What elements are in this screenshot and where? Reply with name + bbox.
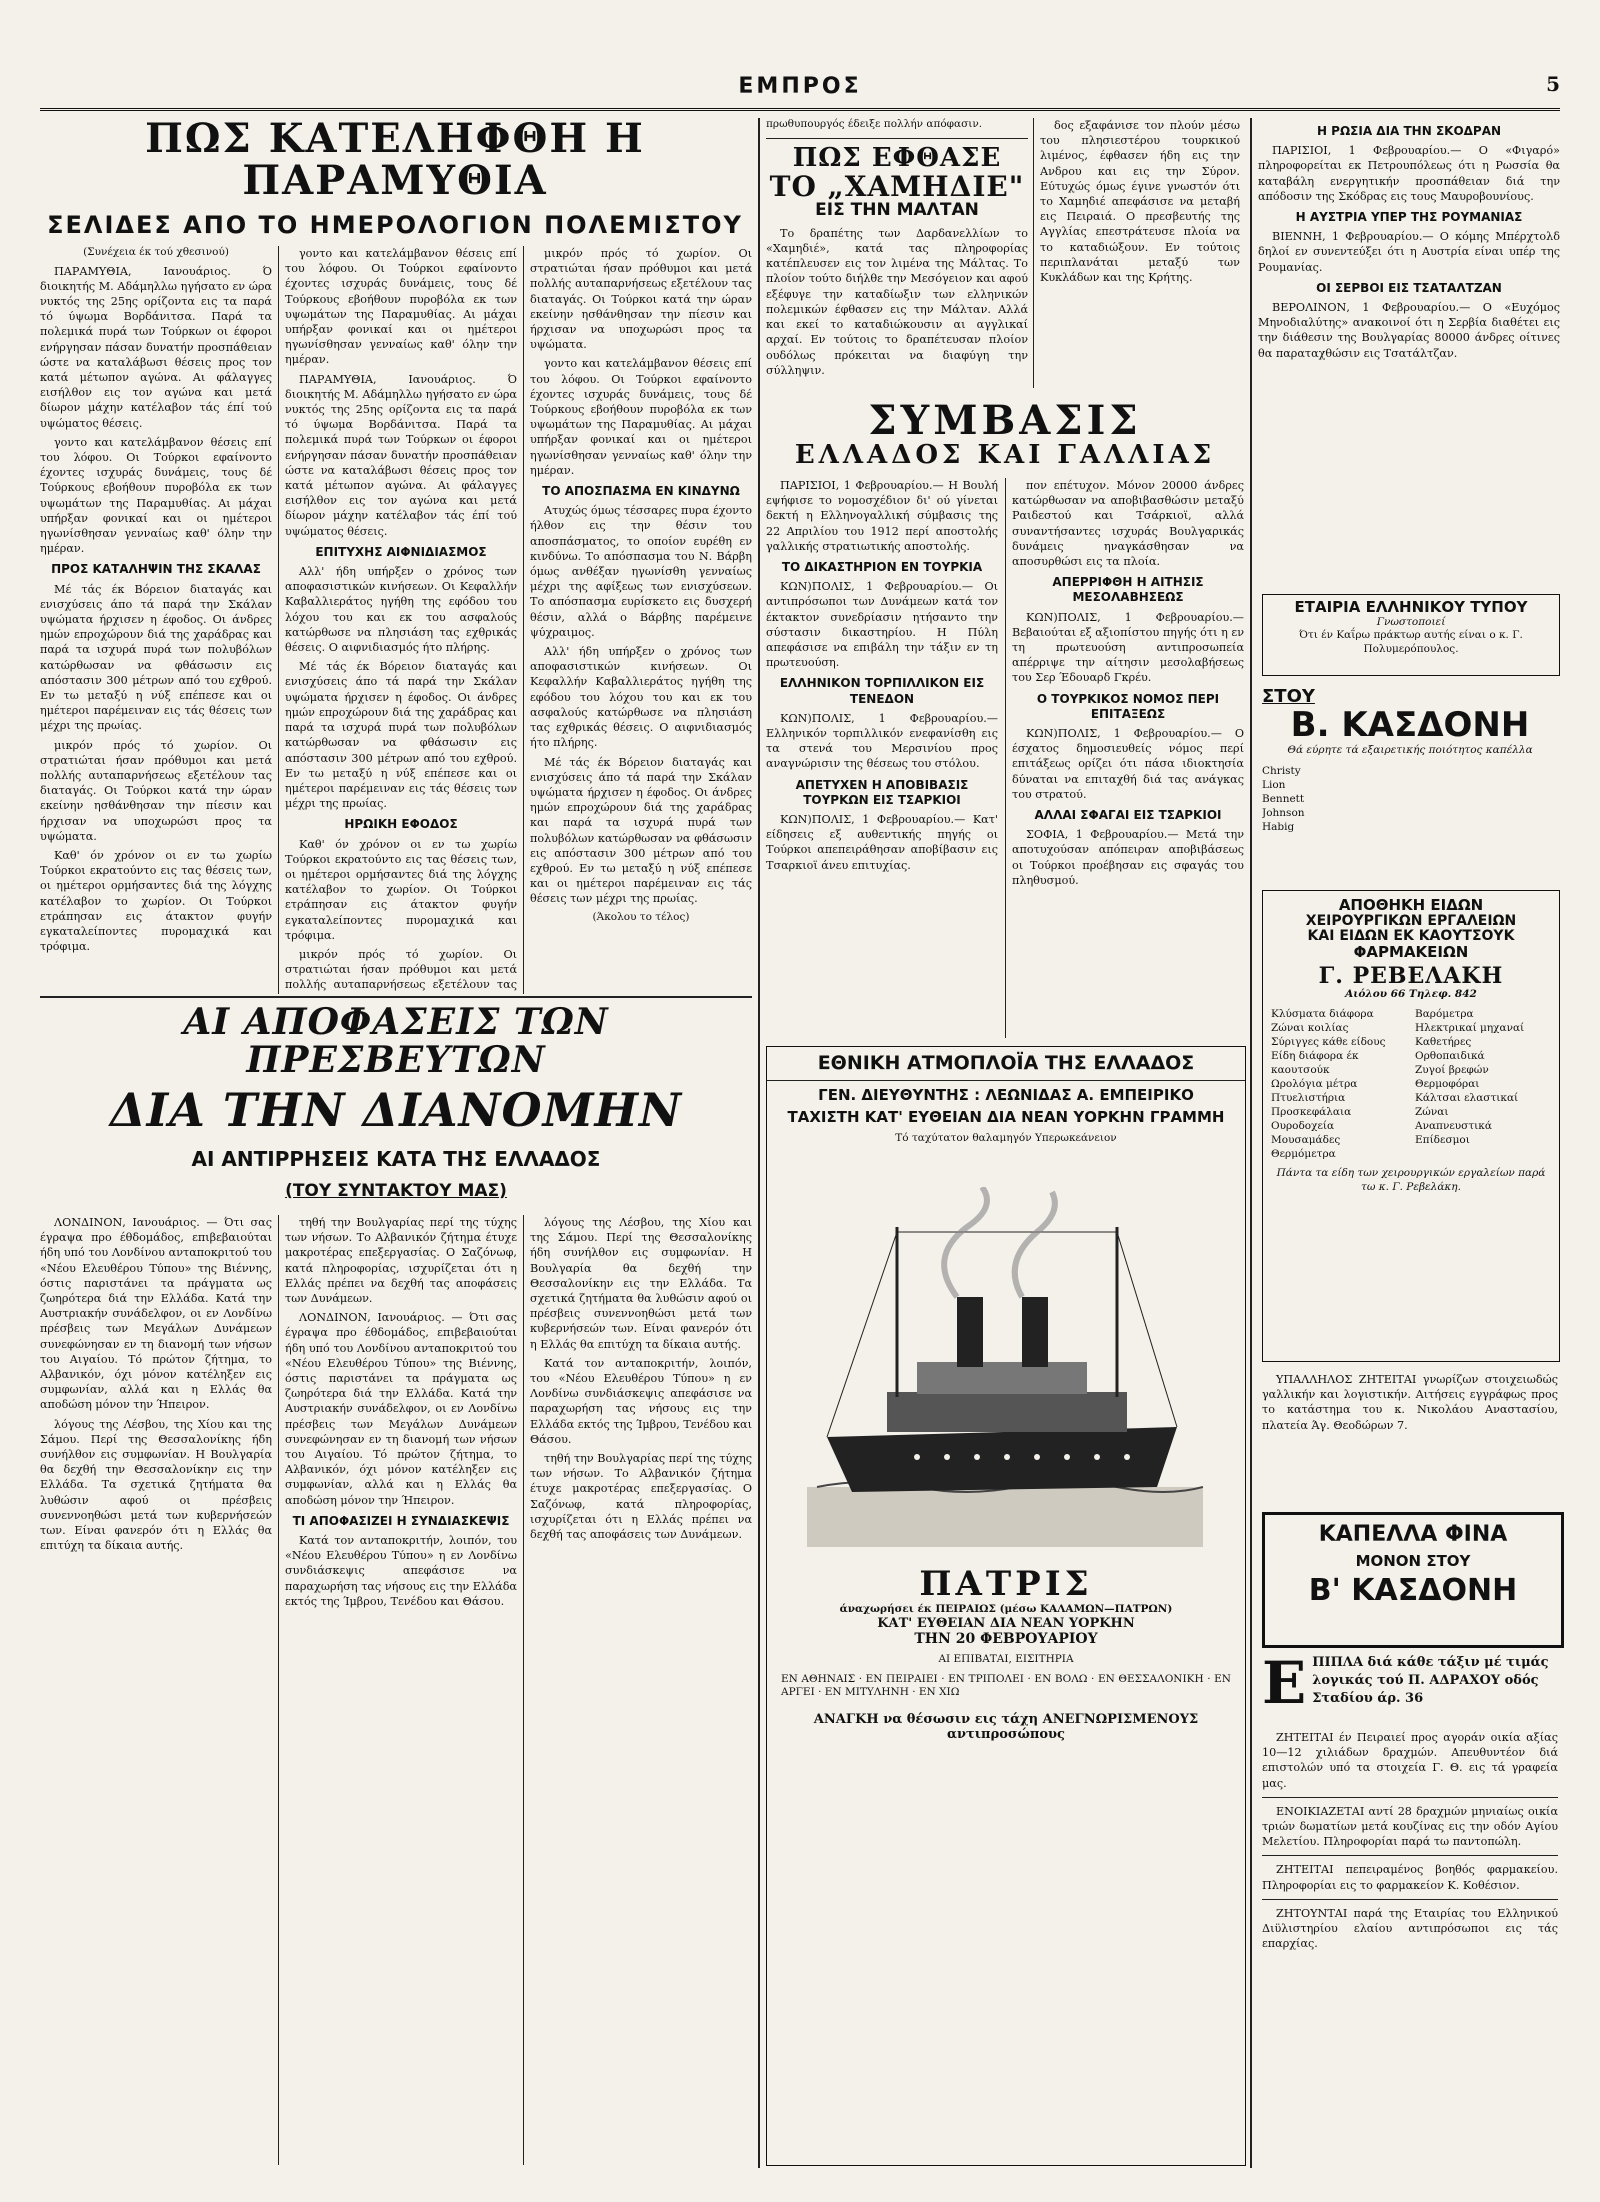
article1-intro: (Συνέχεια έκ τού χθεσινού)	[83, 246, 229, 258]
article4-column-2	[285, 1215, 517, 2165]
shipping-tickets: ΑΙ ΕΠΙΒΑΤΑΙ, ΕΙΣΙΤΗΡΙΑ	[938, 1653, 1074, 1666]
kasdoni-name: Β. ΚΑΣΔΟΝΗ	[1290, 705, 1530, 745]
hat-brand: Bennett	[1262, 792, 1305, 805]
article4-subtitle: ΑΙ ΑΝΤΙΡΡΗΣΕΙΣ ΚΑΤΑ ΤΗΣ ΕΛΛΑΔΟΣ	[191, 1146, 601, 1171]
article4-col2-text-b: ΛΟΝΔΙΝΟΝ, Ιανουάριος. — Ότι σας έγραψα προ έθδομάδος, επιβεβαιούται ήδη υπό του Λονδίνου ανταποκριτού του «Νέου Ελευθέρου Τύπου» της Βιέννης, όστις παριστάνει τα πράγματα ως ζωηρότερα διά την Ελλάδα. Κατά την Αυστριακήν συνάδελφον, οι εν Λονδίνω πρέσβεις των Μεγάλων Δυνάμεων συνεφώνησαν εν τη διανομή των νήσων του Αιγαίου. Τό πρώτον ζήτημα, το Αλβανικόν, όχι μόνον κατέληξεν εις συμφωνίαν, αλλά και η Ελλάς θα αποδώση μόνον την Ήπειρον.	[285, 1311, 517, 1507]
pharma-item: Ηλεκτρικαί μηχαναί	[1415, 1022, 1525, 1035]
pharma-item: Βαρόμετρα	[1415, 1008, 1474, 1021]
article1-col3-text-b: γοντο και κατελάμβανον θέσεις επί του λόφου. Οι Τούρκοι εφαίνοντο έχοντες ισχυράς δυνάμεις, τους δέ Τούρκους εβοήθουν πυροβόλα εκ των υψωμάτων της Παραμυθίας. Αι μάχαι υπήρξαν φονικαί και οι ημέτεροι ηγωνίσθησαν γενναίως καθ' όλην την ημέραν.	[530, 357, 752, 477]
treaty-title-2: ΕΛΛΑΔΟΣ ΚΑΙ ΓΑΛΛΙΑΣ	[794, 440, 1216, 466]
austria-text: ΒΙΕΝΝΗ, 1 Φεβρουαρίου.— Ο κόμης Μπέρχτολδ δηλοί εν συνεντεύξει ότι η Αυστρία είναι υπέρ της Ρουμανίας.	[1258, 230, 1560, 274]
classifieds	[1262, 1730, 1558, 2164]
pharma-item: Σύριγγες κάθε είδους	[1271, 1036, 1386, 1049]
wanted-clerk-text: ΥΠΑΛΛΗΛΟΣ ΖΗΤΕΙΤΑΙ γνωρίζων στοιχειωδώς γαλλικήν και λογιστικήν. Αιτήσεις εγγράφως προς το κατάστημα του κ. Νικολάου Αναστασίου, πλατεία Άγ. Θεοδώρων 7.	[1262, 1373, 1558, 1432]
article1-col2-text: γοντο και κατελάμβανον θέσεις επί του λόφου. Οι Τούρκοι εφαίνοντο έχοντες ισχυράς δυνάμεις, τους δέ Τούρκους εβοήθουν πυροβόλα εκ των υψωμάτων της Παραμυθίας. Αι μάχαι υπήρξαν φονικαί και οι ημέτεροι ηγωνίσθησαν γενναίως καθ' όλην την ημέραν.	[285, 247, 517, 367]
furniture-ad	[1262, 1654, 1558, 1722]
article1-subtitle: ΣΕΛΙΔΕΣ ΑΠΟ ΤΟ ΗΜΕΡΟΛΟΓΙΟΝ ΠΟΛΕΜΙΣΤΟΥ	[47, 211, 743, 238]
shipping-advertisement	[766, 1046, 1246, 2166]
kasdoni-hat-ad	[1262, 686, 1558, 876]
classified-for-rent: ΕΝΟΙΚΙΑΖΕΤΑΙ αντί 28 δραχμών μηνιαίως οικία τριών δωματίων μετά κουζίνας εις την οδόν Αγίου Μελετίου. Πληροφορίαι παρά τω παντοπώλη.	[1262, 1804, 1558, 1849]
hats-line-2: ΜΟΝΟΝ ΣΤΟΥ	[1355, 1552, 1471, 1571]
wanted-clerk-ad	[1262, 1372, 1558, 1502]
article2-byline: πρωθυπουργός έδειξε πολλήν απόφασιν.	[766, 118, 983, 130]
article1-col2-heading: ΕΠΙΤΥΧΗΣ ΑΙΦΝΙΔΙΑΣΜΟΣ	[315, 544, 487, 559]
article4-col3-text: λόγους της Λέσβου, της Χίου και της Σάμου. Περί της Θεσσαλονίκης ήδη συνήλθον εις συμφωνίαν. Η Βουλγαρία θα δεχθή την Θεσσαλονίκην εις την Ελλάδα. Τα σχετικά ζητήματα θα λυθώσιν αφού οι πρέσβεις συνεννοηθώσι μετά των κυβερνήσεών των. Είναι φανερόν ότι η Ελλάς θα επιτύχη τα δίκαια αυτής.	[530, 1216, 752, 1351]
pharma-item: Επίδεσμοι	[1415, 1134, 1470, 1147]
divider	[1262, 1855, 1558, 1856]
pharma-item: Καθετήρες	[1415, 1036, 1472, 1049]
treaty-column-left	[766, 478, 998, 1038]
column-rule	[1005, 478, 1006, 1038]
article2-text: Το δραπέτης των Δαρδανελλίων το «Χαμηδιέ», κατά τας πληροφορίας κατέπλευσεν εις τον λιμένα της Μάλτας. Το πλοίον τούτο διήλθε την Μεσόγειον και αφού εξέφυγε την καταδίωξιν των ελληνικών πολεμικών έφθασεν εις την Μάλταν. Αλλά και εκεί το καταδιώκουσιν αι αγγλικαί αρχαί. Εν τούτοις το δραπέτευσαν πλοίον ουδόλως πρόκειται να διαφύγη την σύλληψιν.	[766, 226, 1028, 377]
article2	[766, 118, 1028, 423]
russia-text: ΠΑΡΙΣΙΟΙ, 1 Φεβρουαρίου.— Ο «Φιγαρό» πληροφορείται εκ Πετρουπόλεως ότι η Ρωσσία θα καταβάλη ενεργητικήν προσπάθειαν διά την απόδοσιν της Σκόδρας εις τους Μαυροβουνίους.	[1258, 144, 1560, 203]
column-rule	[523, 1215, 524, 2165]
classified-pharmacy-assistant: ΖΗΤΕΙΤΑΙ πεπειραμένος βοηθός φαρμακείου. Πληροφορίαι εις το φαρμακείον Κ. Κοθέσιον.	[1262, 1863, 1558, 1892]
treaty-text-left: ΠΑΡΙΣΙΟΙ, 1 Φεβρουαρίου.— Η Βουλή εψήφισε το νομοσχέδιον δι' ού γίνεται δεκτή η Ελληνογαλλική σύμβασις της 22 Απριλίου του 1912 περί αποστολής γαλλικής στρατιωτικής αποστολής.	[766, 479, 998, 553]
article4-col2-heading: ΤΙ ΑΠΟΦΑΣΙΖΕΙ Η ΣΥΝΔΙΑΣΚΕΨΙΣ	[292, 1513, 510, 1528]
furniture-text: ΠΙΠΛΑ διά κάθε τάξιν μέ τιμάς λογικάς τού Π. ΑΔΡΑΧΟΥ οδός Σταδίου άρ. 36	[1312, 1655, 1549, 1706]
article4-col2b-text: Κατά τον ανταποκριτήν, λοιπόν, του «Νέου Ελευθέρου Τύπου» η εν Λονδίνω συνδιάσκεψις απεφάσισε να παραχωρήση τας νήσους εις την Ελλάδα εκτός της Ίμβρου, Τενέδου και Θάσου.	[285, 1534, 517, 1608]
article2-title-3: ΕΙΣ ΤΗΝ ΜΑΛΤΑΝ	[815, 200, 979, 221]
article2-title-2: ΤΟ „ΧΑΜΗΔΙΕ"	[769, 169, 1025, 203]
pharma-footer: Πάντα τα είδη των χειρουργικών εργαλείων παρά τω κ. Γ. Ρεβελάκη.	[1276, 1167, 1546, 1193]
treaty-column-right	[1012, 478, 1244, 1038]
article4-col2-text: τηθή την Βουλγαρίας περί της τύχης των νήσων. Το Αλβανικόν ζήτημα έτυχε μακροτέρας επεξεργασίας. Ο Σαζόνωφ, κατά πληροφορίας, ισχυρίζεται ότι η Ελλάς πρέπει να δεχθή τας αποφάσεις των Δυνάμεων.	[285, 1216, 517, 1306]
russia-heading: Η ΡΩΣΙΑ ΔΙΑ ΤΗΝ ΣΚΟΔΡΑΝ	[1316, 124, 1502, 138]
masthead	[40, 72, 1560, 111]
article4-col1-text: ΛΟΝΔΙΝΟΝ, Ιανουάριος. — Ότι σας έγραψα προ έθδομάδος, επιβεβαιούται ήδη υπό του Λονδίνου ανταποκριτού του «Νέου Ελευθέρου Τύπου» της Βιέννης, όστις παριστάνει τα πράγματα ως ζωηρότερα διά την Ελλάδα. Κατά την Αυστριακήν συνάδελφον, οι εν Λονδίνω πρέσβεις των Μεγάλων Δυνάμεων συνεφώνησαν εν τη διανομή των νήσων του Αιγαίου. Τό πρώτον ζήτημα, το Αλβανικόν, όχι μόνον κατέληξεν εις συμφωνίαν, αλλά και η Ελλάς θα αποδώση μόνον την Ήπειρον.	[40, 1216, 272, 1412]
pharma-item: Ουροδοχεία	[1271, 1120, 1335, 1133]
article1-col2-heading2: ΗΡΩΙΚΗ ΕΦΟΔΟΣ	[344, 817, 458, 832]
classified-representatives: ΖΗΤΟΥΝΤΑΙ παρά της Εταιρίας του Ελληνικού Διϋλιστηρίου ελαίου αντιπρόσωποι εις τάς επαρχίας.	[1262, 1906, 1558, 1951]
article1-col1-text: ΠΑΡΑΜΥΘΙΑ, Ιανουάριος. Ό διοικητής Μ. Αδάμηλλω ηγήσατο εν ώρα νυκτός της 25ης ορίζοντα εις τα παρά τό ύψωμα Βορδάνιτσα. Παρά τα πολεμικά πυρά των Τούρκων οι έφοροι ενήργησαν πάσαν δυνατήν προσπάθειαν ώστε να καταλάβωσι θέσεις προς τον κατά μέτωπον αγώνα. Αι φάλαγγες εισήλθον εις τον αγώνα και μετά δίωρον μάχην κατέλαβον τάς έπί τού υψώματος θέσεις.	[40, 264, 272, 430]
treaty-text-right: πον επέτυχον. Μόνον 20000 άνδρες κατώρθωσαν να αποβιβασθώσιν μεταξύ Ραιδεστού και Τσάρκιοϊ, αλλά συναντήσαντες ισχυράς Βουλγαρικάς δυνάμεις ηναγκάσθησαν να αποσυρθώσι εις τα πλοία.	[1012, 479, 1244, 569]
column-rule	[523, 246, 524, 994]
treaty-text-e: ΚΩΝ)ΠΟΛΙΣ, 1 Φεβρουαρίου.— Κατ' είδησεις εξ αυθεντικής πηγής οι Τούρκοι απεπειράθησαν αποβίβασιν εις Τσαρκιοϊ άνευ επιτυχίας.	[766, 813, 998, 872]
furniture-drop-cap: Ε	[1262, 1654, 1307, 1717]
press-company-title: ΕΤΑΙΡΙΑ ΕΛΛΗΝΙΚΟΥ ΤΥΠΟΥ	[1294, 598, 1528, 616]
article2-title-1: ΠΩΣ ΕΦΘΑΣΕ	[792, 142, 1002, 173]
shipping-date: ΤΗΝ 20 ΦΕΒΡΟΥΑΡΙΟΥ	[914, 1631, 1098, 1648]
pharma-item: Προσκεφάλαια	[1271, 1106, 1352, 1119]
article4-headline	[40, 1004, 752, 1204]
pharma-item-lists	[1263, 1001, 1559, 1167]
article1-col3-heading: ΤΟ ΑΠΟΣΠΑΣΜΑ ΕΝ ΚΙΝΔΥΝΩ	[542, 484, 740, 499]
paper-title: ΕΜΠΡΟΣ	[738, 74, 862, 99]
divider	[766, 138, 1028, 139]
pharma-item: Είδη διάφορα έκ καουτσούκ	[1271, 1050, 1359, 1077]
treaty-text-c: ΚΩΝ)ΠΟΛΙΣ, 1 Φεβρουαρίου.— Ελληνικόν τορπιλλικόν ενεφανίσθη εις τα στενά του Μερσινίου προς αναγνώρισιν της θέσεως του στόλου.	[766, 711, 998, 771]
pharma-address: Αιόλου 66 Τηλεφ. 842	[1345, 987, 1477, 1000]
shipping-director: ΓΕΝ. ΔΙΕΥΘΥΝΤΗΣ : ΛΕΩΝΙΔΑΣ Α. ΕΜΠΕΙΡΙΚΟ	[818, 1085, 1194, 1104]
pharma-item: Ορθοπαιδικά	[1415, 1050, 1485, 1063]
article1-col1-heading: ΠΡΟΣ ΚΑΤΑΛΗΨΙΝ ΤΗΣ ΣΚΑΛΑΣ	[51, 562, 261, 577]
article1-col1d-text: Καθ' όν χρόνον οι εν τω χωρίω Τούρκοι εκρατούντο εις τας θέσεις των, οι ημέτεροι ορμήσαντες διά της λόγχης κατέλαβον το χωρίον. Οι Τούρκοι ετράπησαν εις άτακτον φυγήν εγκαταλείποντες πυρομαχικά και τρόφιμα.	[40, 849, 272, 954]
austria-heading: Η ΑΥΣΤΡΙΑ ΥΠΕΡ ΤΗΣ ΡΟΥΜΑΝΙΑΣ	[1295, 210, 1523, 225]
article1-col1c-text: μικρόν πρός τό χωρίον. Οι στρατιώται ήσαν πρόθυμοι και μετά πολλής αυταπαρνήσεως εξετέλουν τας διαταγάς. Οι Τούρκοι κατά την ώραν εκείνην ησθάνθησαν την πίεσιν και ήρχισαν να υποχωρώσι προς τα υψώματα.	[40, 738, 272, 843]
hat-brand: Christy	[1262, 764, 1301, 777]
divider	[1262, 1797, 1558, 1798]
serbs-heading: ΟΙ ΣΕΡΒΟΙ ΕΙΣ ΤΣΑΤΑΛΤΖΑΝ	[1316, 280, 1502, 295]
hat-brand: Lion	[1262, 778, 1286, 791]
column-rule	[758, 118, 760, 2168]
pharma-title-2: ΧΕΙΡΟΥΡΓΙΚΩΝ ΕΡΓΑΛΕΙΩΝ	[1305, 912, 1517, 929]
article1-column-2	[285, 246, 517, 994]
article1-continued: (Άκολου το τέλος)	[592, 910, 690, 923]
shipping-depart: άναχωρήσει έκ ΠΕΙΡΑΙΩΣ (μέσω ΚΑΛΑΜΩΝ—ΠΑΤΡΩΝ)	[839, 1602, 1173, 1615]
article1-col3-text: μικρόν πρός τό χωρίον. Οι στρατιώται ήσαν πρόθυμοι και μετά πολλής αυταπαρνήσεως εξετέλουν τας διαταγάς. Οι Τούρκοι κατά την ώραν εκείνην ησθάνθησαν την πίεσιν και ήρχισαν να υποχωρώσι προς τα υψώματα.	[530, 247, 752, 352]
article1-headline	[40, 118, 750, 238]
page-number: 5	[1546, 72, 1560, 96]
article1-column-1	[40, 246, 272, 994]
article1-col2b-text: Αλλ' ήδη υπήρξεν ο χρόνος των αποφασιστικών κινήσεων. Οι Κεφαλλήν Καβαλλιεράτος ηγήθη της εφόδου του λόχου του και εκ του ασφαλούς κατώρθωσε να πλησιάση τας εχθρικάς θέσεις. Ο αιφνιδιασμός ήτο πλήρης.	[285, 565, 517, 655]
treaty-text-d: ΚΩΝ)ΠΟΛΙΣ, 1 Φεβρουαρίου.— Ο έσχατος δημοσιευθείς νόμος περί επιτάξεως ορίζει ότι πάσα ιδιοκτησία δύναται να επιταχθή διά τας ανάγκας του στρατού.	[1012, 727, 1244, 801]
article1-col3b-text: Ατυχώς όμως τέσσαρες πυρα έχοντο ήλθον εις την θέσιν του αποσπάσματος, το οποίον ευρέθη εν κινδύνω. Το απόσπασμα του Ν. Βάρβη όμως ανθέξαν ηγωνίσθη γενναίως μέχρι της αφίξεως των ενισχύσεων. Το απόσπασμα ευρίσκετο εις δυσχερή θέσιν, αλλά ο Βάρβης παρέμεινε ψύχραιμος.	[530, 504, 752, 639]
pharma-item: Ζώναι	[1415, 1106, 1449, 1119]
article4-title-2: ΔΙΑ ΤΗΝ ΔΙΑΝΟΜΗΝ	[109, 1082, 683, 1137]
pharma-title-1: ΑΠΟΘΗΚΗ ΕΙΔΩΝ	[1338, 896, 1484, 914]
pharma-title-4: ΦΑΡΜΑΚΕΙΩΝ	[1353, 943, 1469, 962]
shipping-footer: ΑΝΑΓΚΗ να θέσωσιν εις τάχη ΑΝΕΓΝΩΡΙΣΜΕΝΟΥΣ αντιπροσώπους	[813, 1711, 1199, 1742]
article4-col1-text-b: λόγους της Λέσβου, της Χίου και της Σάμου. Περί της Θεσσαλονίκης ήδη συνήλθον εις συμφωνίαν. Η Βουλγαρία θα δεχθή την Θεσσαλονίκην εις την Ελλάδα. Τα σχετικά ζητήματα θα λυθώσιν αφού οι πρέσβεις συνεννοηθώσι μετά των κυβερνήσεών των. Είναι φανερόν ότι η Ελλάς θα επιτύχη τα δίκαια αυτής.	[40, 1417, 272, 1553]
hat-brand: Habig	[1262, 820, 1295, 833]
pharma-item: Πτυελιστήρια	[1271, 1092, 1346, 1105]
article4-credit: (ΤΟΥ ΣΥΝΤΑΚΤΟΥ ΜΑΣ)	[285, 1180, 507, 1201]
column-rule	[278, 246, 279, 994]
article1-col3d-text: Μέ τάς έκ Βόρειον διαταγάς και ενισχύσεις άπο τά παρά την Σκάλαν υψώματα ήρχισεν η έφοδος. Οι άνδρες ημών επροχώρουν διά της χαράδρας και παρά τα ισχυρά πυρά των πολυβόλων κατώρθωσαν να φθάσωσιν εις απόστασιν 300 μέτρων από του εχθρού. Εν τω μεταξύ η νύξ επέπεσε και οι ημέτεροι παρέμειναν εις τάς θέσεις των μέχρι της πρωίας.	[530, 755, 752, 906]
article4-column-1	[40, 1215, 272, 2165]
article4-col3-text-c: τηθή την Βουλγαρίας περί της τύχης των νήσων. Το Αλβανικόν ζήτημα έτυχε μακροτέρας επεξεργασίας. Ο Σαζόνωφ, κατά πληροφορίας, ισχυρίζεται ότι η Ελλάς πρέπει να δεχθή τας αποφάσεις των Δυνάμεων.	[530, 1452, 752, 1542]
divider	[767, 1080, 1245, 1081]
article4-title-1: ΑΙ ΑΠΟΦΑΣΕΙΣ ΤΩΝ ΠΡΕΣΒΕΥΤΩΝ	[183, 1004, 609, 1081]
treaty-text-a: ΚΩΝ)ΠΟΛΙΣ, 1 Φεβρουαρίου.— Οι αντιπρόσωποι των Δυνάμεων κατά τον έκτακτον συνεδρίασιν ητήσαντο την σύστασιν δικαστηρίου. Η Πύλη απεφάσισε να επιβάλη την τάξιν εν τη πρωτευούση.	[766, 580, 998, 670]
pharma-item: Μουσαμάδες	[1271, 1134, 1341, 1147]
ocean-liner-illustration	[807, 1187, 1203, 1547]
pharma-item: Ζώναι κοιλίας	[1271, 1022, 1349, 1035]
press-company-text: Ότι έν Καΐρω πράκτωρ αυτής είναι ο κ. Γ. Πολυμερόπουλος.	[1299, 629, 1523, 655]
article1-column-3	[530, 246, 752, 994]
treaty-heading-d: Ο ΤΟΥΡΚΙΚΟΣ ΝΟΜΟΣ ΠΕΡΙ ΕΠΙΤΑΞΕΩΣ	[1036, 691, 1220, 721]
shipping-tagline: Τό ταχύτατον θαλαμηγόν Υπερωκεάνειον	[895, 1131, 1117, 1144]
treaty-heading-a: ΤΟ ΔΙΚΑΣΤΗΡΙΟΝ ΕΝ ΤΟΥΡΚΙΑ	[781, 560, 983, 575]
classified-house-wanted: ΖΗΤΕΙΤΑΙ έν Πειραιεί προς αγοράν οικία αξίας 10—12 χιλιάδων δραχμών. Απευθυντέον διά επιστολών υπό τα στοιχεία Γ. Θ. εις τά γραφεία μας.	[1262, 1731, 1558, 1790]
article1-title: ΠΩΣ ΚΑΤΕΛΗΦΘΗ Η ΠΑΡΑΜΥΘΙΑ	[145, 118, 645, 204]
pharma-item: Κάλτσαι ελαστικαί	[1415, 1092, 1519, 1105]
shipping-route: ΤΑΧΙΣΤΗ ΚΑΤ' ΕΥΘΕΙΑΝ ΔΙΑ ΝΕΑΝ ΥΟΡΚΗΝ ΓΡΑΜΜΗ	[787, 1108, 1225, 1127]
article1-col2c2-text: μικρόν πρός τό χωρίον. Οι στρατιώται ήσαν πρόθυμοι και μετά πολλής αυταπαρνήσεως εξετέλουν τας	[285, 947, 517, 992]
article3-text: δος εξαφάνισε τον πλούν μέσω του πλησιεστέρου τουρκικού λιμένος, έφθασεν ήδη εις την Ανδρου και εις την Σύρον. Εύτυχώς όμως έγινε γνωστόν ότι το Χαμηδιέ απεφάσισε να μεταβή εις Πειραιά. Ο πρεσβευτής της Αγγλίας επεστράτευσε πλοία να το καταδιώξουν. Εν τούτοις περιπλανάται μεταξύ των Κυκλάδων και της Κρήτης.	[1040, 119, 1240, 285]
column-rule	[1033, 118, 1034, 388]
hats-line-3: Β' ΚΑΣΔΟΝΗ	[1308, 1572, 1518, 1608]
pharma-item: Κλύσματα διάφορα	[1271, 1008, 1374, 1021]
treaty-heading-e: ΑΠΕΤΥΧΕΝ Η ΑΠΟΒΙΒΑΣΙΣ ΤΟΥΡΚΩΝ ΕΙΣ ΤΣΑΡΚΙΟΙ	[795, 777, 969, 807]
serbs-text: ΒΕΡΟΛΙΝΟΝ, 1 Φεβρουαρίου.— Ο «Ευχόμος Μηνοδιαλύτης» ανακοινοί ότι η Σερβία διαθέτει εις την διάθεσιν της Βουλγαρίας 80000 άνδρες οίτινες θα παραταχθώσιν εις Τσατάλτζαν.	[1258, 301, 1560, 360]
treaty-text-b: ΚΩΝ)ΠΟΛΙΣ, 1 Φεβρουαρίου.— Βεβαιούται εξ αξιοπίστου πηγής ότι η εν τη πρωτευούση αντιπροσωπεία απέρριψε την αίτησιν μεσολαβήσεως του Σερ Έδουαρδ Γκρέυ.	[1012, 610, 1244, 685]
pharma-item: Ζυγοί βρεφών	[1415, 1064, 1489, 1077]
article4-column-3	[530, 1215, 752, 2165]
pharma-item: Αναπνευστικά	[1415, 1120, 1492, 1133]
hat-brands-list	[1262, 764, 1558, 834]
pharma-items-right	[1415, 1007, 1551, 1161]
surgical-supplies-ad	[1262, 890, 1560, 1362]
treaty-text-f: ΣΟΦΙΑ, 1 Φεβρουαρίου.— Μετά την αποτυχούσαν απόπειραν αποβιβάσεως οι Τούρκοι προέβησαν εις σφαγάς του πληθυσμού.	[1012, 828, 1244, 887]
hat-brand: Johnson	[1262, 806, 1305, 819]
kasdoni-pre: ΣΤΟΥ	[1262, 686, 1315, 707]
pharma-items-left	[1271, 1007, 1407, 1161]
article1-col1b-text: Μέ τάς έκ Βόρειον διαταγάς και ενισχύσεις άπο τά παρά την Σκάλαν υψώματα ήρχισεν η έφοδος. Οι άνδρες ημών επροχώρουν διά της χαράδρας και παρά τα ισχυρά πυρά των πολυβόλων κατώρθωσαν να φθάσωσιν εις απόστασιν 300 μέτρων από του εχθρού. Εν τω μεταξύ η νύξ επέπεσε και οι ημέτεροι παρέμειναν εις τάς θέσεις των μέχρι της πρωίας.	[40, 582, 272, 733]
right-news	[1258, 118, 1560, 588]
treaty-headline	[766, 400, 1244, 466]
article1-col1-text-repeat: γοντο και κατελάμβανον θέσεις επί του λόφου. Οι Τούρκοι εφαίνοντο έχοντες ισχυράς δυνάμεις, τους δέ Τούρκους εβοήθουν πυροβόλα εκ των υψωμάτων της Παραμυθίας. Αι μάχαι υπήρξαν φονικαί και οι ημέτεροι ηγωνίσθησαν γενναίως καθ' όλην την ημέραν.	[40, 435, 272, 556]
shipping-agents: ΕΝ ΑΘΗΝΑΙΣ · ΕΝ ΠΕΙΡΑΙΕΙ · ΕΝ ΤΡΙΠΟΛΕΙ · ΕΝ ΒΟΛΩ · ΕΝ ΘΕΣΣΑΛΟΝΙΚΗ · ΕΝ ΑΡΓΕΙ · ΕΝ ΜΙΤΥΛΗΝΗ · ΕΝ ΧΙΩ	[781, 1672, 1231, 1699]
article1-col2c-text: Καθ' όν χρόνον οι εν τω χωρίω Τούρκοι εκρατούντο εις τας θέσεις των, οι ημέτεροι ορμήσαντες διά της λόγχης κατέλαβον το χωρίον. Οι Τούρκοι ετράπησαν εις άτακτον φυγήν εγκαταλείποντες πυρομαχικά και τρόφιμα.	[285, 837, 517, 942]
press-company-sub: Γνωστοποιεί	[1376, 615, 1446, 628]
treaty-title-1: ΣΥΜΒΑΣΙΣ	[868, 400, 1142, 444]
pharma-item: Ωρολόγια μέτρα	[1271, 1078, 1358, 1091]
ship-name: ΠΑΤΡΙΣ	[919, 1564, 1093, 1604]
fine-hats-ad	[1262, 1512, 1564, 1648]
article1-col3c-text: Αλλ' ήδη υπήρξεν ο χρόνος των αποφασιστικών κινήσεων. Οι Κεφαλλήν Καβαλλιεράτος ηγήθη της εφόδου του λόχου του και εκ του ασφαλούς κατώρθωσε να πλησιάση τας εχθρικάς θέσεις. Ο αιφνιδιασμός ήτο πλήρης.	[530, 645, 752, 750]
treaty-heading-f: ΑΛΛΑΙ ΣΦΑΓΑΙ ΕΙΣ ΤΣΑΡΚΙΟΙ	[1034, 808, 1222, 823]
section-rule	[40, 996, 752, 998]
shipping-direct: ΚΑΤ' ΕΥΘΕΙΑΝ ΔΙΑ ΝΕΑΝ ΥΟΡΚΗΝ	[877, 1616, 1135, 1632]
pharma-owner: Γ. ΡΕΒΕΛΑΚΗ	[1318, 962, 1504, 989]
divider	[1262, 1899, 1558, 1900]
hats-line-1: ΚΑΠΕΛΛΑ ΦΙΝΑ	[1318, 1522, 1508, 1547]
pharma-title-3: ΚΑΙ ΕΙΔΩΝ ΕΚ ΚΑΟΥΤΣΟΥΚ	[1307, 927, 1515, 944]
shipping-header: ΕΘΝΙΚΗ ΑΤΜΟΠΛΟΪΑ ΤΗΣ ΕΛΛΑΔΟΣ	[817, 1052, 1195, 1074]
column-rule	[278, 1215, 279, 2165]
press-company-ad	[1262, 594, 1560, 676]
pharma-item: Θερμόμετρα	[1271, 1148, 1336, 1161]
article3-continuation	[1040, 118, 1240, 388]
treaty-heading-b: ΑΠΕΡΡΙΦΘΗ Η ΑΙΤΗΣΙΣ ΜΕΣΟΛΑΒΗΣΕΩΣ	[1052, 575, 1204, 605]
column-rule	[1250, 118, 1252, 2168]
article4-col3-text-b: Κατά τον ανταποκριτήν, λοιπόν, του «Νέου Ελευθέρου Τύπου» η εν Λονδίνω συνδιάσκεψις απεφάσισε να παραχωρήση τας νήσους εις την Ελλάδα εκτός της Ίμβρου, Τενέδου και Θάσου.	[530, 1356, 752, 1446]
article1-col2-text-b: ΠΑΡΑΜΥΘΙΑ, Ιανουάριος. Ό διοικητής Μ. Αδάμηλλω ηγήσατο εν ώρα νυκτός της 25ης ορίζοντα εις τα παρά τό ύψωμα Βορδάνιτσα. Παρά τα πολεμικά πυρά των Τούρκων οι έφοροι ενήργησαν πάσαν δυνατήν προσπάθειαν ώστε να καταλάβωσι θέσεις προς τον κατά μέτωπον αγώνα. Αι φάλαγγες εισήλθον εις τον αγώνα και μετά δίωρον μάχην κατέλαβον τάς έπί τού υψώματος θέσεις.	[285, 372, 517, 538]
treaty-heading-c: ΕΛΛΗΝΙΚΟΝ ΤΟΡΠΙΛΛΙΚΟΝ ΕΙΣ ΤΕΝΕΔΟΝ	[779, 676, 985, 706]
pharma-item: Θερμοφόραι	[1415, 1078, 1480, 1091]
article1-col2b2-text: Μέ τάς έκ Βόρειον διαταγάς και ενισχύσεις άπο τά παρά την Σκάλαν υψώματα ήρχισεν η έφοδος. Οι άνδρες ημών επροχώρουν διά της χαράδρας και παρά τα ισχυρά πυρά των πολυβόλων κατώρθωσαν να φθάσωσιν εις απόστασιν 300 μέτρων από του εχθρού. Εν τω μεταξύ η νύξ επέπεσε και οι ημέτεροι παρέμειναν εις τάς θέσεις των μέχρι της πρωίας.	[285, 660, 517, 811]
kasdoni-sub: Θά εύρητε τά εξαιρετικής ποιότητος καπέλλα	[1287, 744, 1533, 757]
